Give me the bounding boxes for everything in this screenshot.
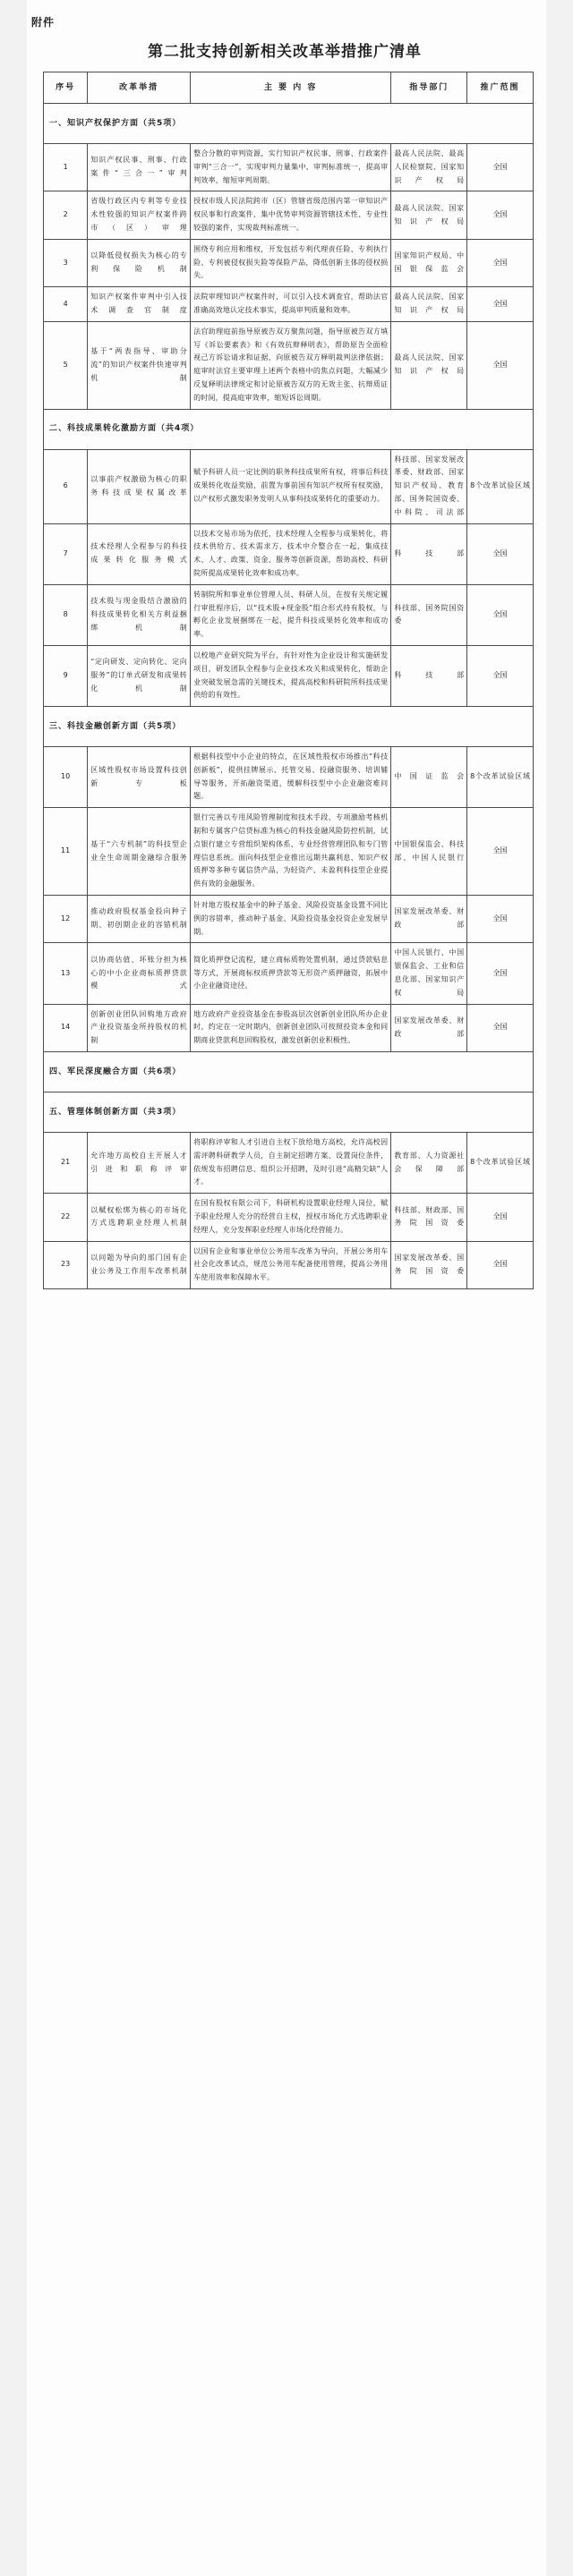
cell-seq: 10	[44, 747, 88, 808]
cell-scope: 全国	[467, 1004, 534, 1051]
cell-content: 地方政府产业投资基金在参股高层次创新创业团队所办企业时，约定在一定时期内，创新创业团队可按照投资本金和同期商业贷款利息回购股权，激发创新创业积极性。	[191, 1004, 391, 1051]
table-section-row	[44, 1092, 534, 1133]
cell-department: 最高人民法院、国家知识产权局	[391, 321, 467, 409]
reform-measures-table	[43, 72, 534, 1289]
table-row	[44, 523, 534, 584]
cell-measure: 区域性股权市场设置科技创新专板	[88, 747, 191, 808]
cell-department: 国家知识产权局、中国银保监会	[391, 239, 467, 286]
table-row	[44, 1133, 534, 1194]
cell-scope: 全国	[467, 645, 534, 706]
cell-measure: 省级行政区内专利等专业技术性较强的知识产权案件跨市（区）审理	[88, 191, 191, 239]
cell-content: 以国有企业和事业单位公务用车改革为导向，开展公务用车社会化改革试点，规范公务用车配备使用管理，提高公务用车使用效率和保障水平。	[191, 1241, 391, 1288]
table-row	[44, 943, 534, 1004]
cell-measure: 知识产权案件审判中引入技术调查官制度	[88, 287, 191, 322]
cell-measure: “定向研发、定向转化、定向服务”的订单式研发和成果转化机制	[88, 645, 191, 706]
cell-department: 中国证监会	[391, 747, 467, 808]
cell-seq: 1	[44, 144, 88, 191]
cell-department: 科技部	[391, 523, 467, 584]
table-section-row	[44, 104, 534, 144]
cell-scope: 8个改革试验区域	[467, 1133, 534, 1194]
cell-department: 科技部、国务院国资委	[391, 584, 467, 645]
column-header-seq: 序号	[44, 72, 88, 104]
column-header-scope: 推广范围	[467, 72, 534, 104]
section-heading: 四、军民深度融合方面（共6项）	[44, 1052, 534, 1092]
cell-measure: 以降低侵权损失为核心的专利保险机制	[88, 239, 191, 286]
cell-seq: 22	[44, 1194, 88, 1241]
cell-content: 在国有股权有限公司下，科研机构设置职业经理人岗位，赋予职业经理人充分的经营自主权，授权市场化方式选聘职业经理人，充分发挥职业经理人市场化经营能力。	[191, 1194, 391, 1241]
table-row	[44, 287, 534, 322]
cell-content: 针对地方股权基金中的种子基金、风险投资基金设置不同比例的容错率，推动种子基金、风险投资基金投资企业发展早期。	[191, 896, 391, 943]
cell-department: 教育部、人力资源社会保障部	[391, 1133, 467, 1194]
cell-content: 赋予科研人员一定比例的职务科技成果所有权，将事后科技成果转化收益奖励，前置为事前国有知识产权所有权奖励，以产权形式激发职务发明人从事科技成果转化的重要动力。	[191, 449, 391, 523]
table-row	[44, 808, 534, 896]
cell-seq: 8	[44, 584, 88, 645]
cell-content: 以校地产业研究院为平台，有针对性为企业设计和实施研发项目，研发团队全程参与企业技术攻关和成果转化，帮助企业突破发展急需的关键技术，提高高校和科研院所科技成果供给的有效性。	[191, 645, 391, 706]
table-row	[44, 896, 534, 943]
cell-scope: 全国	[467, 896, 534, 943]
cell-seq: 12	[44, 896, 88, 943]
cell-measure: 以协商估值、坏账分担为核心的中小企业商标质押贷款模式	[88, 943, 191, 1004]
cell-content: 银行完善以专用风险管理制度和技术手段、专项激励考核机制和专属客户信贷标准为核心的科技金融风险防控机制，试点银行建立专营组织架构体系、专业经营管理团队和专门管理信息系统。面向科技型企业推出远期共赢利息、知识产权质押等多种专属信贷产品，为轻资产、未盈利科技型企业提供有效的金融服务。	[191, 808, 391, 896]
cell-seq: 2	[44, 191, 88, 239]
section-heading: 二、科技成果转化激励方面（共4项）	[44, 409, 534, 449]
table-header	[44, 72, 534, 104]
cell-seq: 21	[44, 1133, 88, 1194]
table-header-row	[44, 72, 534, 104]
cell-content: 授权市级人民法院跨市（区）管辖省级范围内第一审知识产权民事和行政案件，集中优势审判资源管辖技术性、专业性较强的案件，实现裁判标准统一。	[191, 191, 391, 239]
cell-department: 中国银保监会、科技部、中国人民银行	[391, 808, 467, 896]
table-row	[44, 449, 534, 523]
cell-department: 中国人民银行、中国银保监会、工业和信息化部、国家知识产权局	[391, 943, 467, 1004]
cell-scope: 全国	[467, 287, 534, 322]
table-row	[44, 1241, 534, 1288]
cell-scope: 全国	[467, 191, 534, 239]
cell-content: 转制院所和事业单位管理人员、科研人员，在按有关规定履行审批程序后，以“技术股+现金股”组合形式持有股权，与孵化企业发展捆绑在一起，提升科技成果转化效率和成功率。	[191, 584, 391, 645]
cell-department: 最高人民法院、国家知识产权局	[391, 287, 467, 322]
table-section-row	[44, 707, 534, 747]
table-body	[44, 104, 534, 1289]
table-row	[44, 321, 534, 409]
cell-measure: 允许地方高校自主开展人才引进和职称评审	[88, 1133, 191, 1194]
cell-measure: 基于“六专机制”的科技型企业全生命周期金融综合服务	[88, 808, 191, 896]
table-row	[44, 1194, 534, 1241]
cell-scope: 全国	[467, 523, 534, 584]
cell-scope: 全国	[467, 239, 534, 286]
cell-measure: 技术经理人全程参与的科技成果转化服务模式	[88, 523, 191, 584]
cell-content: 将职称评审和人才引进自主权下放给地方高校，允许高校因需评聘科研教学人员，自主制定招聘方案、设置岗位条件，依规发布招聘信息、组织公开招聘，及时引进“高精尖缺”人才。	[191, 1133, 391, 1194]
cell-content: 以技术交易市场为依托，技术经理人全程参与成果转化，将技术供给方、技术需求方、技术中介整合在一起，集成技术、人才、政策、资金、服务等创新资源，帮助高校、科研院所提高成果转化效率和成功率。	[191, 523, 391, 584]
cell-seq: 11	[44, 808, 88, 896]
cell-measure: 以赋权松绑为核心的市场化方式选聘职业经理人机制	[88, 1194, 191, 1241]
cell-department: 科技部、国家发展改革委、财政部、国家知识产权局、教育部、国务院国资委、中科院、司法部	[391, 449, 467, 523]
page-title: 第二批支持创新相关改革举措推广清单	[148, 43, 422, 61]
cell-department: 国家发展改革委、财政部	[391, 896, 467, 943]
column-header-department: 指导部门	[391, 72, 467, 104]
cell-measure: 以问题为导向的部门国有企业公务及工作用车改革机制	[88, 1241, 191, 1288]
cell-scope: 全国	[467, 943, 534, 1004]
cell-department: 科技部	[391, 645, 467, 706]
cell-scope: 全国	[467, 144, 534, 191]
cell-content: 简化质押登记流程，建立商标质物处置机制，通过贷款贴息等方式，开展商标权质押贷款等无形资产质押融资，拓展中小企业融资途径。	[191, 943, 391, 1004]
cell-scope: 全国	[467, 808, 534, 896]
section-heading: 一、知识产权保护方面（共5项）	[44, 104, 534, 144]
cell-scope: 8个改革试验区域	[467, 449, 534, 523]
table-row	[44, 191, 534, 239]
section-heading: 三、科技金融创新方面（共5项）	[44, 707, 534, 747]
column-header-content: 主 要 内 容	[191, 72, 391, 104]
table-section-row	[44, 1052, 534, 1092]
section-heading: 五、管理体制创新方面（共3项）	[44, 1092, 534, 1133]
table-row	[44, 645, 534, 706]
table-row	[44, 584, 534, 645]
cell-content: 法院审理知识产权案件时，可以引入技术调查官，帮助法官准确高效地认定技术事实，提高审判质量和效率。	[191, 287, 391, 322]
cell-content: 根据科技型中小企业的特点，在区域性股权市场推出“科技创新板”，提供挂牌展示、托管交易、投融资服务、培训辅导等服务，开拓融资渠道，缓解科技型中小企业融资难问题。	[191, 747, 391, 808]
cell-measure: 创新创业团队回购地方政府产业投资基金所持股权的机制	[88, 1004, 191, 1051]
cell-seq: 7	[44, 523, 88, 584]
cell-seq: 23	[44, 1241, 88, 1288]
cell-measure: 技术股与现金股结合激励的科技成果转化相关方利益捆绑机制	[88, 584, 191, 645]
cell-scope: 全国	[467, 321, 534, 409]
table-row	[44, 747, 534, 808]
cell-content: 整合分散的审判资源，实行知识产权民事、刑事、行政案件审判“三合一”，实现审判力量集中、审判标准统一，提高审判效率，缩短审判周期。	[191, 144, 391, 191]
cell-scope: 全国	[467, 1194, 534, 1241]
cell-measure: 知识产权民事、刑事、行政案件“三合一”审判	[88, 144, 191, 191]
cell-department: 最高人民法院、最高人民检察院、国家知识产权局	[391, 144, 467, 191]
cell-department: 科技部、财政部、国务院国资委	[391, 1194, 467, 1241]
cell-scope: 全国	[467, 1241, 534, 1288]
attachment-label: 附件	[31, 16, 56, 29]
cell-department: 最高人民法院、国家知识产权局	[391, 191, 467, 239]
cell-seq: 9	[44, 645, 88, 706]
cell-content: 围绕专利应用和维权，开发包括专利代理责任险、专利执行险、专利被侵权损失险等保险产品，降低创新主体的侵权损失。	[191, 239, 391, 286]
table-row	[44, 1004, 534, 1051]
table-row	[44, 144, 534, 191]
cell-seq: 13	[44, 943, 88, 1004]
reform-measures-table-wrapper	[0, 72, 573, 1316]
cell-scope: 全国	[467, 584, 534, 645]
cell-seq: 6	[44, 449, 88, 523]
table-section-row	[44, 409, 534, 449]
cell-seq: 5	[44, 321, 88, 409]
cell-department: 国家发展改革委、国务院国资委	[391, 1241, 467, 1288]
cell-measure: 基于“两表指导、审助分流”的知识产权案件快速审判机制	[88, 321, 191, 409]
column-header-measure: 改革举措	[88, 72, 191, 104]
cell-content: 法官助理庭前指导原被告双方聚焦问题，指导原被告双方填写《诉讼要素表》和《有效抗辩释明表》，帮助原告全面检视己方诉讼请求和证据，向原被告双方释明裁判法律依据；庭审时法官主要审理上述两个表格中的焦点问题，大幅减少反复释明法律规定和讨论原被告双方的无效主张、抗辩质证的时间，提高庭审效率，缩短诉讼周期。	[191, 321, 391, 409]
cell-seq: 3	[44, 239, 88, 286]
cell-measure: 推动政府股权基金投向种子期、初创期企业的容错机制	[88, 896, 191, 943]
cell-department: 国家发展改革委、财政部	[391, 1004, 467, 1051]
cell-scope: 8个改革试验区域	[467, 747, 534, 808]
table-row	[44, 239, 534, 286]
cell-measure: 以事前产权激励为核心的职务科技成果权属改革	[88, 449, 191, 523]
cell-seq: 4	[44, 287, 88, 322]
cell-seq: 14	[44, 1004, 88, 1051]
